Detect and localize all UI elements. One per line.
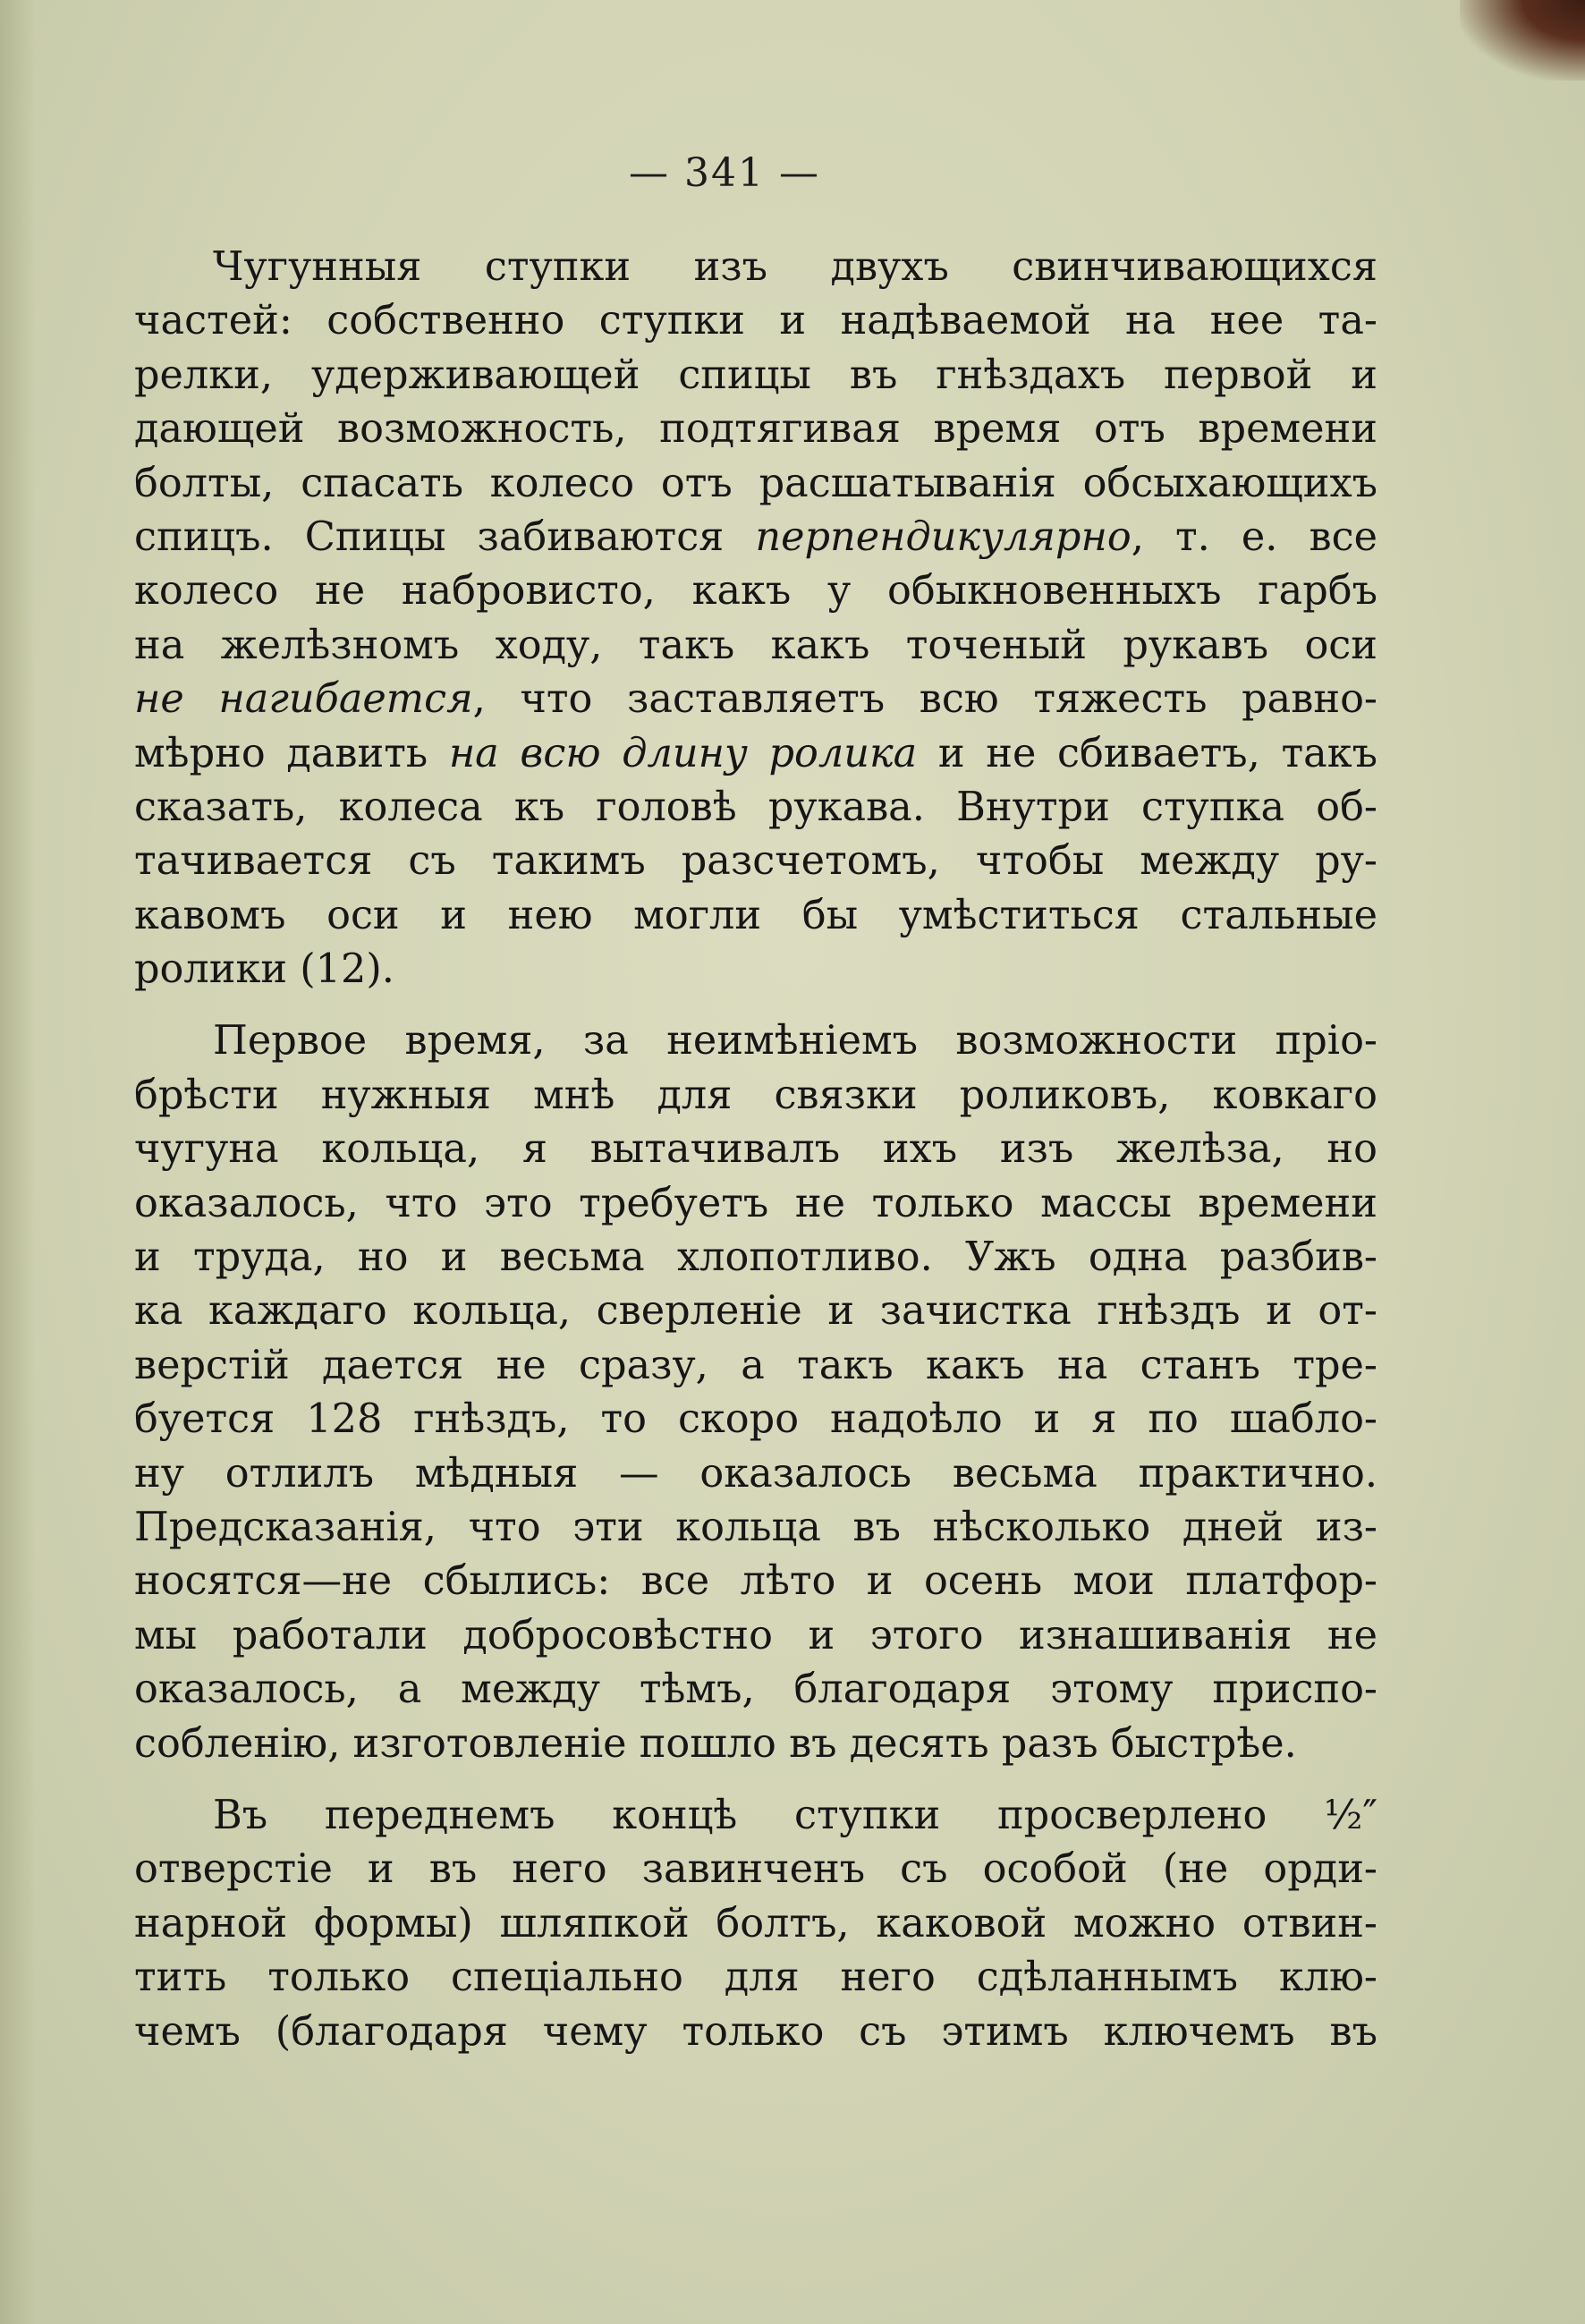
text-line: Чугунныя ступки изъ двухъ свинчивающихся <box>213 243 1377 290</box>
text-line: ка каждаго кольца, сверленіе и зачистка гнѣздъ и от- <box>134 1287 1377 1335</box>
paragraph-gap <box>134 996 1377 1014</box>
page-number: — 341 — <box>629 150 820 196</box>
text-line: тачивается съ такимъ разсчетомъ, чтобы между ру- <box>134 837 1377 885</box>
text-segment: спицъ. Спицы забиваются <box>134 513 756 560</box>
body-text <box>134 240 1377 2058</box>
emphasized-word: перпендикулярно <box>755 513 1132 560</box>
emphasized-word: не нагибается <box>134 675 473 723</box>
text-line-with-emphasis <box>134 672 1377 725</box>
binding-corner-shadow <box>1460 0 1585 81</box>
page-edge-shading <box>0 0 36 2324</box>
emphasized-word: на всю длину ролика <box>448 729 918 776</box>
text-line: нарной формы) шляпкой болтъ, каковой можно отвин- <box>134 1899 1377 1947</box>
text-line: собленію, изготовленіе пошло въ десять разъ быстрѣе. <box>134 1719 1297 1767</box>
text-line: оказалось, а между тѣмъ, благодаря этому приспо- <box>134 1666 1377 1713</box>
text-line: болты, спасать колесо отъ расшатыванія обсыхающихъ <box>134 459 1377 506</box>
text-line: кавомъ оси и нею могли бы умѣститься стальные <box>134 891 1377 938</box>
paragraph-gap <box>134 1770 1377 1788</box>
text-line: Предсказанія, что эти кольца въ нѣсколько дней из- <box>134 1503 1377 1550</box>
text-segment: , т. е. все <box>1131 513 1377 560</box>
text-line: чемъ (благодаря чему только съ этимъ ключемъ въ <box>134 2007 1377 2055</box>
text-line: на желѣзномъ ходу, такъ какъ точеный рукавъ оси <box>134 621 1377 668</box>
text-line-with-emphasis <box>134 510 1377 564</box>
text-line: релки, удерживающей спицы въ гнѣздахъ первой и <box>134 351 1377 398</box>
text-line: Первое время, за неимѣніемъ возможности пріо- <box>213 1017 1377 1064</box>
text-line-with-emphasis <box>134 726 1377 780</box>
text-line: тить только спеціально для него сдѣланнымъ клю- <box>134 1954 1377 2001</box>
text-line: и труда, но и весьма хлопотливо. Ужъ одна разбив- <box>134 1234 1377 1281</box>
text-line: дающей возможность, подтягивая время отъ времени <box>134 405 1377 453</box>
text-line: носятся—не сбылись: все лѣто и осень мои платфор- <box>134 1557 1377 1605</box>
text-line: мы работали добросовѣстно и этого изнашиванія не <box>134 1611 1377 1658</box>
text-segment: , что заставляетъ всю тяжесть равно- <box>472 675 1377 723</box>
text-line: Въ переднемъ концѣ ступки просверлено ½″ <box>213 1791 1377 1838</box>
text-line: частей: собственно ступки и надѣваемой на нее та- <box>134 297 1377 344</box>
text-line: ну отлилъ мѣдныя — оказалось весьма практично. <box>134 1449 1377 1497</box>
text-segment: мѣрно давить <box>134 729 449 776</box>
text-line: колесо не набровисто, какъ у обыкновенныхъ гарбъ <box>134 567 1377 615</box>
text-segment: и не сбиваетъ, такъ <box>917 729 1377 776</box>
text-line: буется 128 гнѣздъ, то скоро надоѣло и я по шабло- <box>134 1395 1377 1443</box>
text-line: отверстіе и въ него завинченъ съ особой (не орди- <box>134 1845 1377 1893</box>
text-line: брѣсти нужныя мнѣ для связки роликовъ, ковкаго <box>134 1071 1377 1118</box>
text-line: ролики (12). <box>134 946 394 993</box>
text-line: сказать, колеса къ головѣ рукава. Внутри ступка об- <box>134 783 1377 830</box>
text-line: чугуна кольца, я вытачивалъ ихъ изъ желѣза, но <box>134 1125 1377 1173</box>
text-line: верстій дается не сразу, а такъ какъ на станъ тре- <box>134 1341 1377 1388</box>
text-line: оказалось, что это требуетъ не только массы времени <box>134 1179 1377 1226</box>
